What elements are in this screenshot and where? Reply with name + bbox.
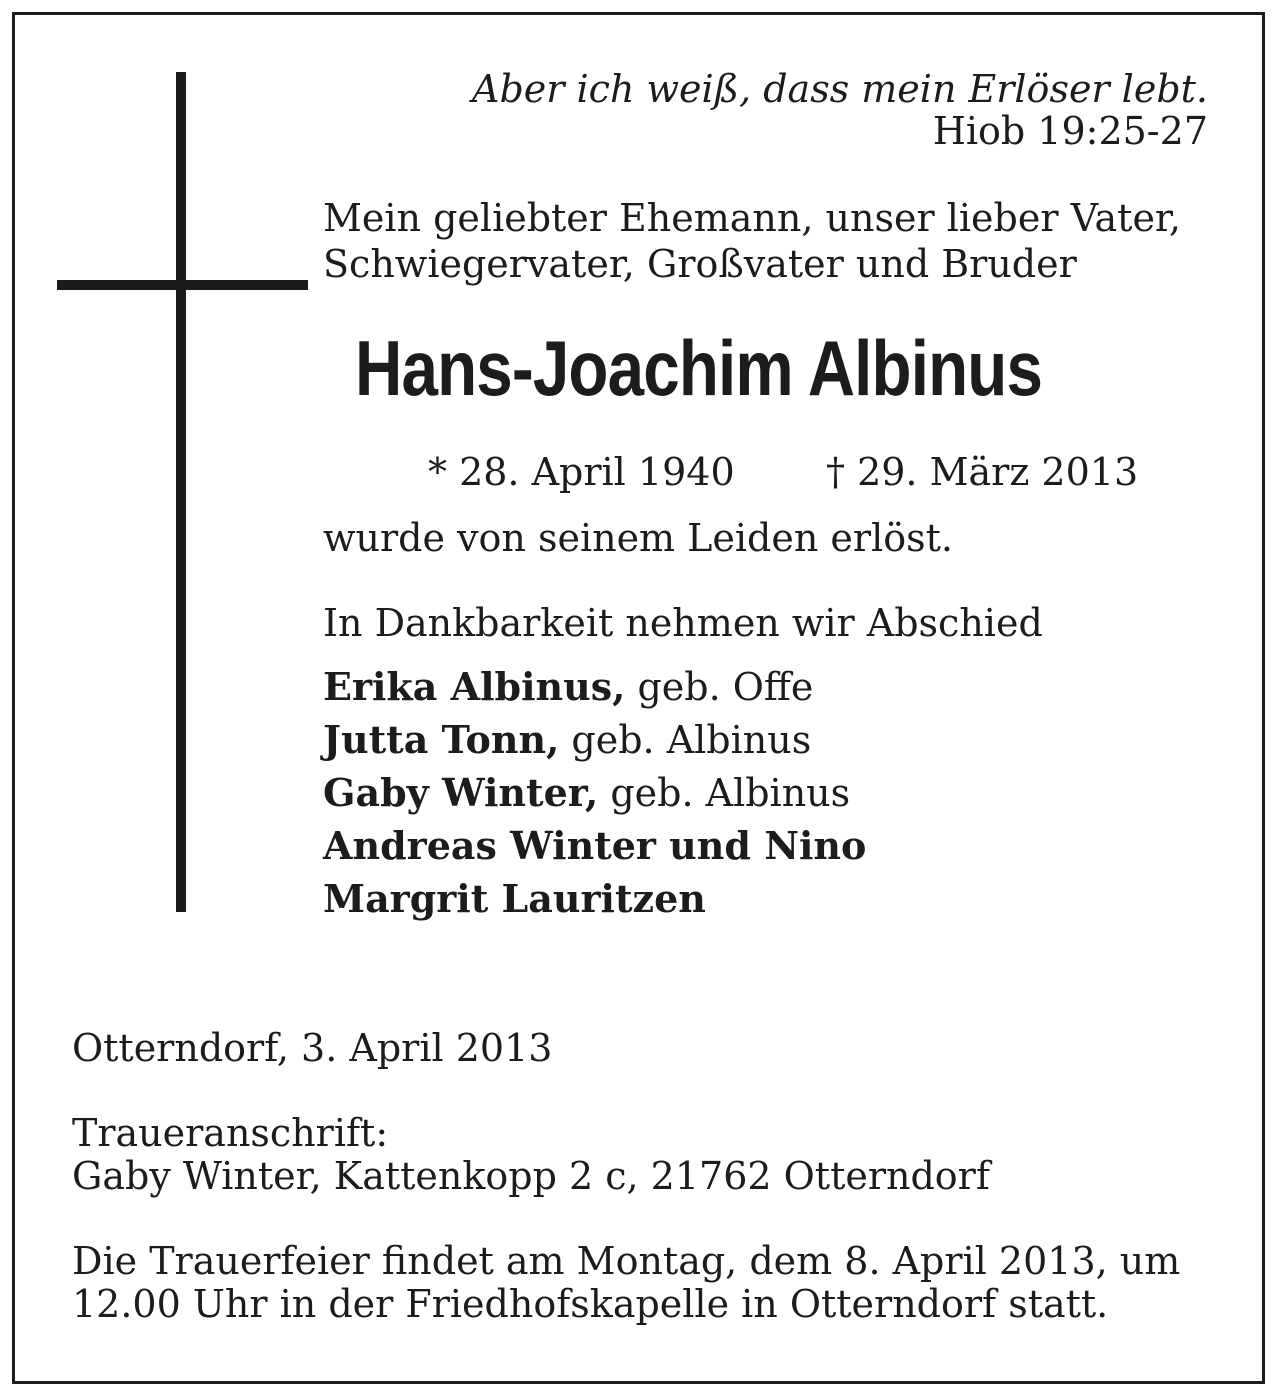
mourner-entry <box>323 874 866 927</box>
mourner-entry <box>323 768 866 821</box>
mourner-entry <box>323 662 866 715</box>
mourner-entry <box>323 715 866 768</box>
service-line-1: Die Trauerfeier findet am Montag, dem 8. April 2013, um <box>72 1239 1181 1283</box>
mourning-address <box>72 1112 990 1198</box>
place-and-date: Otterndorf, 3. April 2013 <box>72 1026 553 1070</box>
address-line: Gaby Winter, Kattenkopp 2 c, 21762 Otterndorf <box>72 1154 990 1198</box>
deceased-name: Hans-Joachim Albinus <box>355 324 1043 412</box>
mourner-name: Andreas Winter und Nino <box>323 823 867 868</box>
birth-date: * 28. April 1940 <box>428 450 735 494</box>
mourner-note: geb. Offe <box>625 665 814 709</box>
mourners-list <box>323 662 866 927</box>
intro-line-2: Schwiegervater, Großvater und Bruder <box>323 242 1077 286</box>
mourner-note: geb. Albinus <box>559 718 812 762</box>
death-date: † 29. März 2013 <box>826 450 1139 494</box>
mourner-entry <box>323 821 866 874</box>
farewell-text: In Dankbarkeit nehmen wir Abschied <box>323 601 1043 645</box>
bible-quote: Aber ich weiß, dass mein Erlöser lebt. <box>472 67 1208 111</box>
intro-text <box>323 195 1181 287</box>
funeral-service-notice <box>72 1240 1180 1326</box>
mourner-note: geb. Albinus <box>598 771 851 815</box>
service-line-2: 12.00 Uhr in der Friedhofskapelle in Otterndorf statt. <box>72 1282 1109 1326</box>
cross-horizontal-beam <box>57 280 308 290</box>
mourner-name: Jutta Tonn, <box>323 717 560 762</box>
mourner-name: Gaby Winter, <box>323 770 599 815</box>
cross-vertical-beam <box>176 72 186 912</box>
released-text: wurde von seinem Leiden erlöst. <box>323 516 953 560</box>
bible-reference: Hiob 19:25-27 <box>932 109 1208 153</box>
intro-line-1: Mein geliebter Ehemann, unser lieber Vater, <box>323 196 1182 240</box>
address-label: Traueranschrift: <box>72 1111 389 1155</box>
mourner-name: Margrit Lauritzen <box>323 876 706 921</box>
mourner-name: Erika Albinus, <box>323 664 626 709</box>
